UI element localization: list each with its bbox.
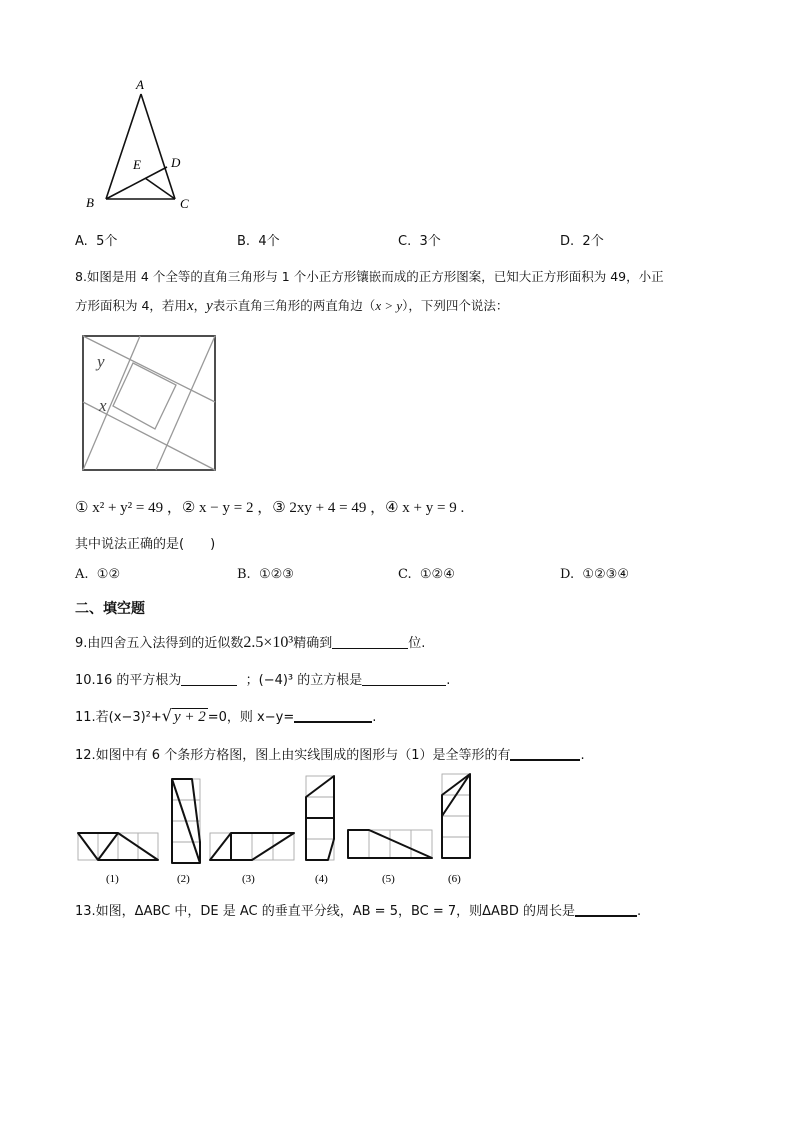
q8-line1: 8.如图是用 4 个全等的直角三角形与 1 个小正方形镶嵌而成的正方形图案，已知大正方形面积为 49，小正 — [75, 269, 664, 284]
label-c: C — [180, 196, 189, 211]
grid-figures — [72, 770, 492, 890]
q10: 10.16 的平方根为 ；(−4)³ 的立方根是 . — [75, 673, 451, 688]
q11-answer-blank[interactable] — [294, 707, 372, 723]
caption-3: (3) — [242, 873, 255, 885]
section-heading: 二、填空题 — [75, 601, 145, 617]
q13-answer-blank[interactable] — [575, 901, 637, 917]
q9-answer-blank[interactable] — [332, 634, 408, 649]
q8-option-a: A. ①② — [75, 567, 121, 582]
hypotenuse-line-2 — [156, 336, 215, 470]
q12: 12.如图中有 6 个条形方格图，图上由实线围成的图形与（1）是全等形的有 . — [75, 745, 585, 765]
q12-answer-blank[interactable] — [510, 745, 580, 761]
label-x: x — [99, 396, 107, 415]
label-d: D — [171, 155, 181, 170]
pinwheel-square-figure — [80, 333, 220, 473]
q7-option-a: A. 5个 — [75, 234, 118, 249]
q7-option-d: D. 2个 — [560, 234, 604, 249]
caption-6: (6) — [448, 873, 461, 885]
q8-statements: ① x² + y² = 49 ，② x − y = 2 ，③ 2xy + 4 = 49 ，④ x + y = 9 . — [75, 500, 465, 516]
sqrt-sign: √ — [161, 706, 172, 725]
caption-1: (1) — [106, 873, 119, 885]
inner-square — [113, 363, 176, 429]
q8-option-d: D. ①②③④ — [560, 567, 629, 582]
caption-5: (5) — [382, 873, 395, 885]
caption-4: (4) — [315, 873, 328, 885]
q8-option-b: B. ①②③ — [237, 567, 294, 582]
label-a: A — [136, 77, 144, 92]
q9: 9.由四舍五入法得到的近似数2.5×10³精确到 位. — [75, 634, 426, 651]
q13: 13.如图，ΔABC 中，DE 是 AC 的垂直平分线，AB = 5，BC = 7，则ΔABD 的周长是 . — [75, 901, 641, 921]
label-b: B — [86, 195, 94, 210]
edge-ec — [145, 178, 175, 199]
q10-answer-blank-2[interactable] — [362, 671, 446, 686]
q11: 11.若(x−3)²+√ y + 2 =0，则 x−y= . — [75, 706, 377, 725]
hypotenuse-line-4 — [83, 336, 140, 470]
q10-answer-blank-1[interactable] — [181, 671, 237, 686]
edge-ac — [141, 94, 175, 199]
q8-line2: 方形面积为 4，若用x，y表示直角三角形的两直角边（x > y），下列四个说法： — [75, 298, 509, 314]
q7-option-b: B. 4个 — [237, 234, 280, 249]
triangle-figure — [80, 72, 200, 217]
label-y: y — [97, 352, 105, 371]
q8-option-c: C. ①②④ — [398, 567, 455, 582]
q8-question: 其中说法正确的是( ) — [75, 537, 216, 552]
caption-2: (2) — [177, 873, 190, 885]
q7-option-c: C. 3个 — [398, 234, 441, 249]
label-e: E — [133, 157, 141, 172]
